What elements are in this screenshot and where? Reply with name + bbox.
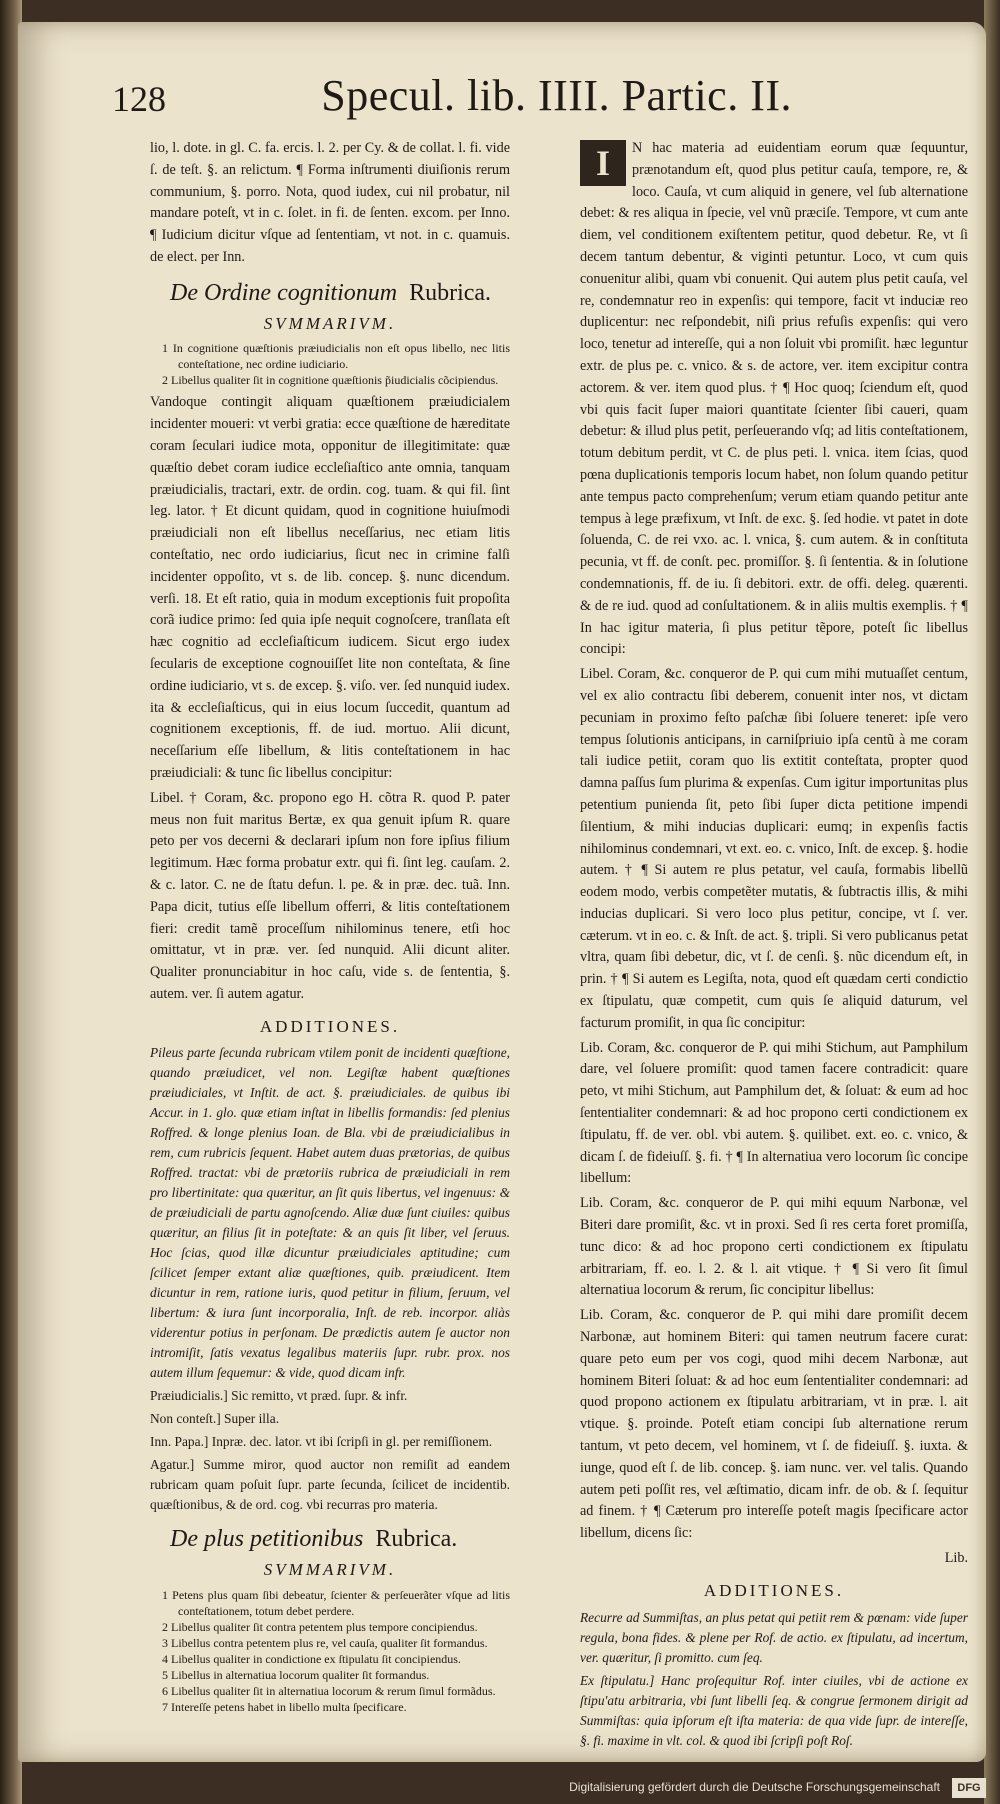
summarium-title: SVMMARIVM.: [263, 313, 397, 333]
additiones-title: ADDITIONES.: [259, 1016, 401, 1036]
addition-c: Non conteſt.] Super illa.: [150, 1411, 280, 1427]
additiones-title: ADDITIONES.: [703, 1580, 845, 1600]
addition-b: Præiudicialis.] Sic remitto, vt præd. ſupr. & infr.: [150, 1388, 408, 1404]
rubric-suffix: Rubrica.: [409, 279, 492, 306]
addition-a: Pileus parte ſecunda rubricam vtilem ponit de incidenti quæſtione, quando præiudicet, vel non. Legiſtæ habent quæſtiones præiudiciales, vt Inſtit. de act. §. præiudiciales. de quibus ibi Accur. in 1. glo. quæ etiam inſtat in libellis formandis: ſed plenius Roffred. & longe plenius Ioan. de Bla. vbi de præiudicialibus in rem, cum rubricis ſequent. Habet autem duas prætorias, de quibus Roffred. tractat: vbi de prætoriis rubrica de præiudiciali in rem pro libertinitate: qua quæritur, an ſit quis libertus, vel ingenuus: & de præiudiciali de partu agnoſcendo. Aliæ duæ ſunt ciuiles: quibus quæritur, an filius ſit in poteſtate: & an quis ſit liber, vel ſeruus. Hoc ſcias, quod illæ dicuntur præiudiciales aptitudine; cum ſcilicet ſemper extant aliæ quæſtiones, quib. præiudicent. Item dicuntur in rem, ratione iuris, quod petitur in filium, ſeruum, vel libertum: & iura ſunt incorporalia, Inſt. de reb. incorpor. aliàs viderentur potius in perſonam. De prædictis autem ſe auctor non intromiſit, ſatis vexatus legalibus materiis ſupr. rubr. prox. nos autem illum ſequemur: & vide, quod dicam infr.: [150, 1045, 510, 1381]
decorated-initial: I: [580, 140, 626, 186]
addition-d: Inn. Papa.] Inpræ. dec. lator. vt ibi ſcripſi in gl. per remiſſionem.: [150, 1434, 493, 1450]
libellus-text: Lib. Coram, &c. conqueror de P. qui mihi Stichum, aut Pamphilum dare, vel ſoluere promiſit: quod tamen facere contradicit: quare peto, vt mihi Stichum, aut Pamphilum det, & ſoluat: & eum ad hoc ſententialiter condemnari: & ad hoc propono certi condictionem ex ſtipulatu, ff. de ver. obl. vbi autem. §. quilibet. ext. eo. c. vnico, & dicam ſ. de fideiuſſ. §. fi. † ¶ In alternatiua vero locorum ſic concipe libellum:: [580, 1039, 968, 1187]
summarium-item: 1 Petens plus quam ſibi debeatur, ſcienter & perſeuerãter vſque ad litis conteſtationem, totum debet perdere.: [162, 1588, 510, 1619]
summarium-item: 5 Libellus in alternatiua locorum qualiter ſit formandus.: [162, 1668, 430, 1683]
libellus-text: Libel. † Coram, &c. propono ego H. cõtra R. quod P. pater meus non fuit maritus Bertæ, ex qua genuit ipſum R. quare peto per vos decerni & declarari ipſum non fore ipſius filium legitimum. Hæc forma probatur extr. qui fi. ſint leg. cauſam. 2. & c. lator. C. ne de ſtatu defun. l. pe. & in præ. dec. tuã. Inn. Papa dicit, tutius eſſe libellum offerri, & litis conteſtationem fieri: credit tamẽ proceſſum nihilominus tenere, etſi hoc omittatur, vt in præ. ver. ſed nunquid. Alii dicunt aliter. Qualiter pronunciabitur in hoc caſu, vide s. de ſententia, §. autem. ver. ſi autem agatur.: [150, 789, 510, 1002]
rubric-title: De plus petitionibus: [170, 1526, 364, 1553]
summarium-item: 4 Libellus qualiter in condictione ex ſtipulatu ſit concipiendus.: [162, 1652, 461, 1667]
folio-number: 128: [112, 79, 166, 119]
summarium-item: 6 Libellus qualiter ſit in alternatiua locorum & rerum ſimul formãdus.: [162, 1684, 496, 1699]
libellus-text: Lib. Coram, &c. conqueror de P. qui mihi dare promiſit decem Narbonæ, aut hominem Biteri: qui tamen neutrum facere curat: quare peto eum per vos cogi, quod mihi decem Narbonæ, aut hominem Biteri ſoluat: & ad hoc eum ſententialiter condemnari: ad quod propono actionem ex ſtipulatu arbitrariam, vt in præ. l. ait vtique. §. proinde. Poteſt etiam concipi ſub alternatione rerum tantum, vt peto decem, vel hominem, vt ſ. de fideiuſſ. §. iuxta. & iunge, quod eſt ſ. de lib. concep. §. iam nunc. ver. vel talis. Quando autem peti poſſit res, vel æſtimatio, dicam infr. de ob. & ſ. ſequitur ad finem. † ¶ Cæterum pro intereſſe poteſt magis ſpecificare actor libellum, dicens ſic:: [580, 1307, 968, 1542]
summarium-item: 2 Libellus qualiter ſit in cognitione quæſtionis p̃iudicialis cõcipiendus.: [162, 373, 499, 388]
page-header: [112, 70, 792, 130]
addition-b: Ex ſtipulatu.] Hanc proſequitur Rof. inter ciuiles, vbi de actione ex ſtipu'atu arbitraria, vbi ſunt libelli ſeq. & congrue ſermonem dirigit ad Summiſtas: quia ipſorum eſt iſta materia: de qua vide ſupr. de intereſſe, §. fi. maxime in vlt. col. & quod ibi ſcripſi poſt Roſ.: [580, 1672, 968, 1748]
libellus-text: Lib. Coram, &c. conqueror de P. qui mihi equum Narbonæ, vel Biteri dare promiſit, &c. vt in proxi. Sed ſi res certa foret promiſſa, tunc dico: & ad hoc propono certi condictionem ex ſtipulatu arbitrariam, ff. eo. l. 2. & l. ait vtique. † ¶ Si vero ſit ſimul alternatiua locorum & rerum, ſic concipitur libellus:: [580, 1195, 968, 1299]
page-stack-edge: [984, 0, 1000, 1804]
body-text: [580, 138, 968, 661]
rubric-plus-petitionibus: [170, 1526, 510, 1553]
running-title: Specul. lib. IIII. Partic. II.: [321, 71, 792, 120]
right-column: [580, 138, 968, 1754]
digitization-credit: Digitalisierung gefördert durch die Deutsche Forschungsgemeinschaft: [569, 1780, 940, 1794]
libellus-text: Libel. Coram, &c. conqueror de P. qui cum mihi mutuaſſet centum, vel ex alio contractu ſibi deberem, conuenit inter nos, vt dictam pecuniam in proximo feſto paſchæ ſibi ſoluere teneret: ipſe vero tempus ſolutionis anticipans, in carniſpriuio ipſa centũ à me coram tali iudice petiit, coram quo lis extitit conteſtata, propter quod damna paſſus ſum plurima & expenſas. Cum igitur importunitas plus petentium punienda ſit, peto ſibi ſuper dicta petitione impendi ſilentium, & mihi inducias duplicari: eumq; in expenſis factis nihilominus condemnari, vt ext. eo. c. vnico, Inſt. de excep. §. hodie autem. † ¶ Si autem re plus petatur, vel cauſa, formabis libellũ eodem modo, verbis competẽter mutatis, & ſubtractis illis, & mihi inducias duplicari. Si vero loco plus petitur, concipe, vt ſ. ver. cæterum. vt in eo. c. & Inſt. de act. §. tripli. Si vero publicanus petat vltra, quam ſibi debetur, dic, vt ſ. de cenſi. §. nũc dicendum eſt, in prin. † ¶ Si autem es Legiſta, nota, quod eſt quædam certi condictio ex ſtipulatu, quæ competit, cum quis ſe aliquid daturum, vel facturum promiſit, in qua ſic concipitur:: [580, 666, 968, 1031]
summarium-item: 3 Libellus contra petentem plus re, vel cauſa, qualiter ſit formandus.: [162, 1636, 488, 1651]
rubric-title: De Ordine cognitionum: [170, 279, 398, 306]
rubric-suffix: Rubrica.: [375, 1526, 458, 1553]
catchword: Lib.: [944, 1550, 968, 1566]
summarium-title: SVMMARIVM.: [263, 1560, 397, 1580]
rubric-ordine-cognitionum: [170, 279, 510, 306]
body-text: Vandoque contingit aliquam quæſtionem præiudicialem incidenter moueri: vt verbi gratia: ecce quæſtione de hæreditate coram ſeculari iudice mota, opponitur de illegitimitate: quæ quæſtio debet coram iudice eccleſiaſtico ante omnia, tanquam præiudicialis, tractari, extr. de ordin. cog. tuam. & qui fil. ſint leg. lator. † Et dicunt quidam, quod in cognitione huiuſmodi præiudiciali non eſt libellus neceſſarius, nec etiam litis conteſtatio, nec ordo iudiciarius, ſicut nec in crimine falſi incidenter oppoſito, vt s. de lib. concep. §. nunc dicendum. verſi. 18. Et eſt ratio, quia in modum exceptionis fuit propoſita corã iudice primo: ſed quia ipſe nequit cognoſcere, tranſlata eſt hæc cognitio ad eccleſiaſticum iudicem. Sicut ergo iudex ſecularis de exceptione cognouiſſet lite non conteſtata, & ſine ordine iudiciario, vt s. de excep. §. viſo. ver. ſed nunquid iudex. ita & eccleſiaſticus, qui in eius locum ſuccedit, quantum ad cognitionem exceptionis, ff. de iud. mortuo. Alii dicunt, neceſſarium eſſe libellum, & litis conteſtationem in hac præiudiciali: & tunc ſic libellus concipitur:: [150, 394, 510, 781]
dfg-logo: DFG: [952, 1778, 986, 1798]
opening-text: N hac materia ad euidentiam eorum quæ ſequuntur, prænotandum eſt, quod plus petitur cauſa, tempore, re, & loco. Cauſa, vt cum aliquid in genere, vel ſub alternatione debet: & res aliqua in ſpecie, vel vnũ præciſe. Tempore, vt cum ante diem, vel conditionem exiſtentem petitur, quod debetur. Re, vt ſi decem tantum debentur, & viginti petuntur. Loco, vt cum quis conuenitur alibi, quam vbi conuenit. Qui autem plus petit cauſa, vel re, condemnatur reo in expenſis: qui tempore, facit vt induciæ reo duplicentur: nec reſpondebit, niſi prius refuſis expenſis: qui vero loco, tenetur ad intereſſe, qui a non ſoluit vbi promiſit. hæc leguntur extr. de plus pe. c. vnico. & s. de actore, ver. item excipitur contra actorem. & ver. item quod plus. † ¶ Hoc quoq; ſciendum eſt, quod vbi quis facit ſuper maiori quantitate ſcienter ſibi caueri, quam debetur: & illud plus petit, perſeuerando vſq; ad litis conteſtationem, totum debitum perdit, vt C. de plus peti. l. vnica. item ſcias, quod pœna duplicationis temporis locum habet, non ſolum quando petitur ante tempus pacto comprehenſum; verum etiam quando petitur ante tempus à lege præfixum, vt Inſt. de exc. §. ſed hodie. vt patet in dote ſoluenda, C. de rei vxo. ac. l. vnica, §. cum autem. & in conſtituta pecunia, vt ff. de conſt. pec. promiſſor. §. ſi ſententia. & in ſolutione condemnationis, ff. de iu. ſi debitori. extr. de offi. deleg. quærenti. & de re iud. quod ad conſultationem. & in aliis multis exemplis. † ¶ In hac igitur materia, ſi plus petitur tẽpore, poteſt ſic libellus concipi:: [580, 140, 968, 658]
intro-text: lio, l. dote. in gl. C. fa. ercis. l. 2. per Cy. & de collat. l. fi. vide ſ. de teſt. §. an relictum. ¶ Forma inſtrumenti diuiſionis rerum communium, §. porro. Nota, quod iudex, cui nil probatur, nil mandare poteſt, vt in c. ſolet. in fi. de ſenten. excom. per Inno. ¶ Iudicium dicitur vſque ad ſententiam, vt not. in c. quamuis. de elect. per Inn.: [150, 140, 510, 265]
left-column: [150, 138, 510, 1715]
summarium-item: 1 In cognitione quæſtionis præiudicialis non eſt opus libello, nec litis conteſtatione, nec ordine iudiciario.: [162, 341, 510, 372]
summarium-item: 2 Libellus qualiter ſit contra petentem plus tempore concipiendus.: [162, 1620, 478, 1635]
addition-e: Agatur.] Summe miror, quod auctor non remiſit ad eandem rubricam quam poſuit ſupr. parte ſecunda, ſcilicet de incidentib. quæſtionibus, & de ord. cog. vbi recurras pro materia.: [150, 1457, 510, 1513]
summarium-item: 7 Intereſſe petens habet in libello multa ſpecificare.: [162, 1700, 407, 1715]
addition-a: Recurre ad Summiſtas, an plus petat qui petiit rem & pœnam: vide ſuper regula, bona fides. & plene per Rof. de actio. ex ſtipulatu, ad incertum, ver. quæritur, ſi promitto. cum ſeq.: [580, 1609, 968, 1665]
